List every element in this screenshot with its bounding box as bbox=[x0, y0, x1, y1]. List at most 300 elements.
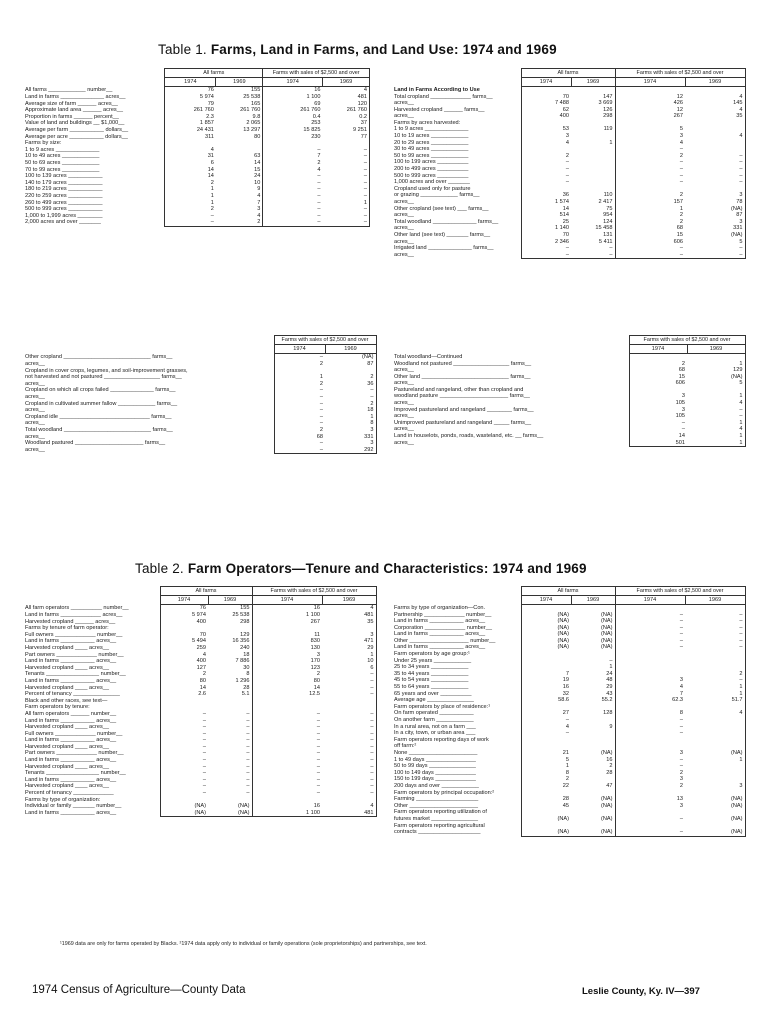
row-label: Land in farms ___________ acres__ bbox=[25, 658, 117, 665]
cell-value: – bbox=[615, 816, 685, 823]
cell-value: 6 bbox=[322, 665, 376, 672]
cell-value: 3 bbox=[615, 776, 685, 783]
cell-value: 1 100 bbox=[263, 94, 323, 101]
cell-value: 481 bbox=[323, 94, 370, 101]
cell-value: – bbox=[160, 750, 208, 757]
t2r-year-1969: 1969 bbox=[571, 596, 615, 605]
row-label: acres__ bbox=[394, 413, 414, 420]
table-row bbox=[393, 664, 745, 671]
cell-value: (NA) bbox=[601, 624, 613, 631]
row-label: Tenants _________________ number__ bbox=[25, 671, 126, 678]
table-row bbox=[24, 790, 376, 797]
table-row bbox=[393, 94, 745, 101]
cell-value: – bbox=[274, 354, 325, 361]
cell-value: 4 bbox=[687, 426, 745, 433]
row-label: All farm operators __________ number__ bbox=[25, 604, 129, 611]
cell-value: – bbox=[252, 744, 322, 751]
table-row bbox=[24, 387, 376, 394]
cell-value: (NA) bbox=[521, 829, 571, 836]
row-label: Approximate land area ______ acres__ bbox=[25, 107, 123, 114]
table-row bbox=[393, 192, 745, 199]
row-label: acres__ bbox=[394, 380, 414, 387]
cell-value: 55.2 bbox=[601, 697, 613, 704]
row-label: Full owners _____________ number__ bbox=[25, 631, 123, 638]
table2-title bbox=[135, 561, 587, 576]
table1-lower-right-section bbox=[393, 335, 746, 447]
table-row bbox=[393, 658, 745, 665]
cell-value: 2 bbox=[685, 671, 745, 678]
cell-value: 53 bbox=[521, 126, 571, 133]
cell-value: – bbox=[322, 757, 376, 764]
row-label: 50 to 99 days _______________ bbox=[394, 763, 476, 770]
cell-value: 4 bbox=[521, 724, 571, 731]
table-row bbox=[393, 750, 745, 757]
cell-value: – bbox=[263, 180, 323, 187]
cell-value: 2 bbox=[165, 206, 216, 213]
row-label: Harvested cropland ____ acres__ bbox=[25, 743, 109, 750]
row-label: Farm operators by tenure: bbox=[25, 704, 90, 711]
table-row bbox=[393, 763, 745, 770]
row-label: Harvested cropland ____ acres__ bbox=[25, 644, 109, 651]
cell-value: 400 bbox=[521, 113, 571, 120]
row-label: 30 to 49 acres ____________ bbox=[394, 146, 469, 153]
table-row bbox=[393, 252, 745, 259]
cell-value bbox=[571, 651, 615, 658]
table-row bbox=[393, 638, 745, 645]
table-row bbox=[393, 790, 745, 797]
cell-value: 253 bbox=[263, 120, 323, 127]
cell-value: – bbox=[252, 731, 322, 738]
table-row bbox=[24, 173, 370, 180]
cell-value: 1 bbox=[687, 420, 745, 427]
row-label: Other land ____________________________ farms__ bbox=[394, 373, 531, 380]
row-label: 1 to 9 acres ______________ bbox=[25, 146, 100, 153]
cell-value: – bbox=[252, 790, 322, 797]
cell-value: 16 356 bbox=[232, 638, 250, 645]
cell-value bbox=[160, 704, 208, 711]
cell-value: 2 bbox=[521, 776, 571, 783]
row-label: Farms by type of organization: bbox=[25, 796, 101, 803]
cell-value: 3 bbox=[521, 133, 571, 140]
t2l-year-1969: 1969 bbox=[208, 596, 252, 605]
cell-value: – bbox=[325, 387, 376, 394]
cell-value: (NA) bbox=[521, 644, 571, 651]
table-row bbox=[393, 803, 745, 810]
cell-value: 830 bbox=[252, 638, 322, 645]
cell-value bbox=[521, 809, 571, 816]
cell-value: – bbox=[246, 717, 250, 724]
cell-value: – bbox=[160, 764, 208, 771]
row-label: 200 to 499 acres __________ bbox=[394, 166, 469, 173]
table-row bbox=[24, 718, 376, 725]
row-label: Black and other races, see text— bbox=[25, 697, 108, 704]
row-label: Corporation _____________ number__ bbox=[394, 624, 492, 631]
cell-value bbox=[685, 730, 745, 737]
cell-value: 2 bbox=[609, 763, 613, 770]
cell-value: 481 bbox=[322, 810, 376, 817]
cell-value: 3 bbox=[325, 440, 376, 447]
row-label: 500 to 999 acres ___________ bbox=[25, 206, 103, 213]
row-label: Land in farms ___________ acres__ bbox=[25, 776, 117, 783]
cell-value: 7 886 bbox=[235, 658, 250, 665]
cell-value bbox=[615, 671, 685, 678]
cell-value bbox=[685, 186, 745, 193]
cell-value: – bbox=[160, 744, 208, 751]
row-label: 100 to 149 days _____________ bbox=[394, 769, 476, 776]
table1-title bbox=[158, 42, 557, 57]
row-label: contracts ____________________ bbox=[394, 829, 481, 836]
table-row bbox=[393, 420, 745, 427]
cell-value: (NA) bbox=[601, 815, 613, 822]
cell-value bbox=[615, 809, 685, 816]
cell-value: 261 760 bbox=[165, 107, 216, 114]
row-label: acres__ bbox=[394, 212, 414, 219]
cell-value bbox=[685, 717, 745, 724]
row-label: 10 to 19 acres ____________ bbox=[394, 133, 469, 140]
cell-value: 3 bbox=[615, 133, 685, 140]
cell-value: – bbox=[246, 770, 250, 777]
cell-value: – bbox=[323, 186, 370, 193]
table-row bbox=[393, 113, 745, 120]
row-label: futures market _______________ bbox=[394, 815, 478, 822]
cell-value bbox=[322, 698, 376, 705]
table-row bbox=[393, 100, 745, 107]
t2l-year-1974-sales: 1974 bbox=[252, 596, 322, 605]
row-label: Other ______________________ bbox=[394, 802, 478, 809]
cell-value: 15 458 bbox=[595, 225, 613, 232]
cell-value: 1 bbox=[615, 206, 685, 213]
cell-value: 12 bbox=[615, 94, 685, 101]
cell-value: 58.6 bbox=[521, 697, 571, 704]
cell-value bbox=[521, 658, 571, 665]
table-row bbox=[393, 146, 745, 153]
row-label: Improved pastureland and rangeland ________ farms__ bbox=[394, 406, 534, 413]
table-row bbox=[393, 433, 745, 440]
cell-value: 48 bbox=[606, 677, 613, 684]
table-row bbox=[24, 147, 370, 154]
table-row bbox=[393, 631, 745, 638]
row-label: Cropland in cultivated summer fallow ____________ farms__ bbox=[25, 400, 178, 407]
row-label: Average per farm ___________ dollars__ bbox=[25, 126, 129, 133]
cell-value: 7 bbox=[615, 691, 685, 698]
cell-value: 2 bbox=[615, 212, 685, 219]
cell-value: 15 bbox=[615, 232, 685, 239]
cell-value: 2 bbox=[615, 219, 685, 226]
cell-value: 606 bbox=[629, 380, 687, 387]
cell-value: (NA) bbox=[521, 612, 571, 619]
cell-value: 28 bbox=[243, 684, 250, 691]
cell-value: – bbox=[615, 717, 685, 724]
cell-value: – bbox=[685, 159, 745, 166]
row-label: Farm operators reporting utilization of bbox=[394, 809, 487, 816]
cell-value bbox=[252, 625, 322, 632]
cell-value: – bbox=[322, 671, 376, 678]
cell-value: 2 bbox=[615, 153, 685, 160]
cell-value: 4 bbox=[687, 400, 745, 407]
cell-value bbox=[216, 147, 263, 154]
cell-value bbox=[615, 658, 685, 665]
table-row bbox=[393, 776, 745, 783]
cell-value: 165 bbox=[250, 100, 261, 107]
cell-value: 24 bbox=[254, 173, 261, 180]
cell-value: – bbox=[685, 618, 745, 625]
row-label: Tenants _________________ number__ bbox=[25, 770, 126, 777]
cell-value: – bbox=[274, 447, 325, 454]
table-row bbox=[393, 757, 745, 764]
t1lr-head-sales: Farms with sales of $2,500 and over bbox=[629, 336, 745, 345]
cell-value: 2 bbox=[325, 374, 376, 381]
cell-value: – bbox=[322, 770, 376, 777]
table-bottom-rule bbox=[393, 447, 745, 448]
table-row bbox=[24, 638, 376, 645]
t2r-head-all: All farms bbox=[521, 587, 615, 596]
cell-value: 16 bbox=[606, 756, 613, 763]
row-label: In a city, town, or urban area ___ bbox=[394, 730, 476, 737]
table-row bbox=[24, 685, 376, 692]
row-label: Total cropland _____________ farms__ bbox=[394, 93, 493, 100]
cell-value: 15 bbox=[629, 374, 687, 381]
cell-value: – bbox=[322, 790, 376, 797]
row-label: Land in farms ___________ acres__ bbox=[394, 631, 486, 638]
cell-value: 70 bbox=[160, 632, 208, 639]
cell-value: 1 bbox=[609, 139, 613, 146]
cell-value: – bbox=[629, 420, 687, 427]
cell-value: 3 bbox=[685, 192, 745, 199]
cell-value bbox=[685, 809, 745, 816]
table-row bbox=[24, 797, 376, 804]
cell-value: 426 bbox=[615, 100, 685, 107]
cell-value: 5 494 bbox=[160, 638, 208, 645]
table-row bbox=[24, 160, 370, 167]
cell-value: 514 bbox=[521, 212, 571, 219]
cell-value: 80 bbox=[254, 133, 261, 140]
cell-value: – bbox=[685, 631, 745, 638]
table1-title-text: Farms, Land in Farms, and Land Use: bbox=[210, 42, 459, 57]
t1l-year-1974: 1974 bbox=[165, 78, 216, 87]
table-row bbox=[393, 625, 745, 632]
cell-value: – bbox=[629, 426, 687, 433]
cell-value bbox=[685, 126, 745, 133]
cell-value: 3 bbox=[325, 427, 376, 434]
cell-value: (NA) bbox=[521, 638, 571, 645]
cell-value: – bbox=[615, 644, 685, 651]
cell-value: – bbox=[160, 783, 208, 790]
cell-value: 8 bbox=[325, 420, 376, 427]
row-label: On another farm ____________ bbox=[394, 717, 474, 723]
cell-value bbox=[615, 664, 685, 671]
row-label: In a rural area, not on a farm ___ bbox=[394, 723, 476, 730]
cell-value: – bbox=[160, 711, 208, 718]
t1r-year-1974-sales: 1974 bbox=[615, 78, 685, 87]
row-label: Farms by tenure of farm operator: bbox=[25, 625, 109, 632]
cell-value: 43 bbox=[606, 690, 613, 697]
table-row bbox=[24, 625, 376, 632]
row-label: acres__ bbox=[25, 393, 45, 400]
cell-value bbox=[685, 87, 745, 94]
cell-value: – bbox=[685, 644, 745, 651]
cell-value: 1 bbox=[609, 664, 613, 671]
table-row bbox=[24, 381, 376, 388]
table-row bbox=[24, 107, 370, 114]
table-row bbox=[24, 368, 376, 375]
cell-value: – bbox=[252, 764, 322, 771]
table-row bbox=[393, 245, 745, 252]
row-label: acres__ bbox=[25, 407, 45, 414]
cell-value: – bbox=[685, 166, 745, 173]
cell-value: – bbox=[685, 179, 745, 186]
cell-value: – bbox=[246, 724, 250, 731]
cell-value: – bbox=[687, 413, 745, 420]
row-label: Farm operators by principal occupation:² bbox=[394, 789, 495, 796]
t1l-year-1969-sales: 1969 bbox=[323, 78, 370, 87]
cell-value: – bbox=[246, 783, 250, 790]
cell-value: – bbox=[323, 160, 370, 167]
t2l-head-sales: Farms with sales of $2,500 and over bbox=[252, 587, 376, 596]
cell-value: 1 bbox=[685, 684, 745, 691]
cell-value: 7 488 bbox=[521, 100, 571, 107]
table-row bbox=[393, 671, 745, 678]
table-row bbox=[393, 829, 745, 836]
cell-value: 481 bbox=[322, 612, 376, 619]
table-row bbox=[393, 374, 745, 381]
table2-label: Table 2. bbox=[135, 561, 184, 576]
cell-value: 2.6 bbox=[160, 691, 208, 698]
cell-value: 119 bbox=[603, 126, 613, 133]
cell-value: 7 bbox=[521, 671, 571, 678]
row-label: Cropland idle _____________________________ farms__ bbox=[25, 413, 172, 420]
row-label: 150 to 199 days _____________ bbox=[394, 776, 476, 783]
row-label: Unimproved pastureland and rangeland _____ farms__ bbox=[394, 419, 532, 426]
cell-value: 2 bbox=[160, 671, 208, 678]
row-label: Full owners _____________ number__ bbox=[25, 730, 123, 737]
cell-value: 1 574 bbox=[521, 199, 571, 206]
cell-value: – bbox=[322, 750, 376, 757]
cell-value: – bbox=[252, 737, 322, 744]
cell-value: 14 bbox=[629, 433, 687, 440]
table-row bbox=[24, 374, 376, 381]
table-row bbox=[393, 704, 745, 711]
cell-value: 261 760 bbox=[323, 107, 370, 114]
cell-value: 87 bbox=[685, 212, 745, 219]
t1r-year-1969: 1969 bbox=[571, 78, 615, 87]
cell-value: 8 bbox=[521, 770, 571, 777]
cell-value: (NA) bbox=[601, 829, 613, 836]
row-label: 140 to 179 acres ___________ bbox=[25, 179, 103, 186]
cell-value bbox=[571, 776, 615, 783]
table-row bbox=[24, 394, 376, 401]
cell-value: – bbox=[615, 245, 685, 252]
cell-value bbox=[252, 797, 322, 804]
cell-value: 14 bbox=[254, 159, 261, 166]
row-label: acres__ bbox=[25, 433, 45, 440]
cell-value: – bbox=[252, 724, 322, 731]
row-label: 500 to 999 acres __________ bbox=[394, 172, 469, 179]
cell-value bbox=[615, 790, 685, 797]
cell-value: 4 bbox=[263, 167, 323, 174]
cell-value: 36 bbox=[521, 192, 571, 199]
cell-value: (NA) bbox=[325, 354, 376, 361]
row-label: acres__ bbox=[25, 420, 45, 427]
cell-value: – bbox=[521, 166, 571, 173]
table-row bbox=[24, 764, 376, 771]
cell-value: – bbox=[615, 625, 685, 632]
cell-value bbox=[571, 717, 615, 724]
cell-value bbox=[325, 368, 376, 375]
cell-value bbox=[615, 186, 685, 193]
table-row bbox=[393, 809, 745, 816]
cell-value: 501 bbox=[629, 440, 687, 447]
cell-value: – bbox=[160, 718, 208, 725]
cell-value: 3 bbox=[322, 632, 376, 639]
cell-value: – bbox=[160, 777, 208, 784]
cell-value: 5 bbox=[615, 126, 685, 133]
cell-value: – bbox=[521, 717, 571, 724]
t2r-head-sales: Farms with sales of $2,500 and over bbox=[615, 587, 745, 596]
cell-value: – bbox=[246, 763, 250, 770]
row-label: Land in farms ___________ acres__ bbox=[25, 717, 117, 724]
cell-value: 2 bbox=[263, 160, 323, 167]
table-row bbox=[393, 697, 745, 704]
cell-value: – bbox=[322, 783, 376, 790]
cell-value: – bbox=[252, 711, 322, 718]
cell-value: 606 bbox=[615, 239, 685, 246]
table-bottom-rule bbox=[393, 259, 745, 260]
t1l-year-1969: 1969 bbox=[216, 78, 263, 87]
cell-value: 131 bbox=[603, 231, 613, 238]
row-label: 220 to 259 acres ___________ bbox=[25, 192, 103, 199]
table-row bbox=[393, 361, 745, 368]
cell-value: 128 bbox=[603, 710, 613, 717]
cell-value: 24 bbox=[606, 670, 613, 677]
row-label: Proportion in farms ______ percent__ bbox=[25, 113, 119, 120]
table-row bbox=[393, 87, 745, 94]
cell-value: 471 bbox=[322, 638, 376, 645]
row-label: off farm:² bbox=[394, 743, 417, 750]
row-label: Cropland on which all crops failed ______________ farms__ bbox=[25, 387, 176, 394]
cell-value bbox=[323, 140, 370, 147]
cell-value: – bbox=[263, 206, 323, 213]
row-label: 2,000 acres and over _______ bbox=[25, 219, 101, 226]
cell-value bbox=[274, 368, 325, 375]
cell-value bbox=[521, 790, 571, 797]
cell-value: – bbox=[323, 173, 370, 180]
cell-value: – bbox=[322, 711, 376, 718]
cell-value bbox=[208, 797, 252, 804]
table-row bbox=[24, 94, 370, 101]
table-row bbox=[24, 361, 376, 368]
table-row bbox=[393, 173, 745, 180]
cell-value bbox=[571, 790, 615, 797]
row-label: None ______________________ bbox=[394, 749, 478, 756]
cell-value: 4 bbox=[165, 147, 216, 154]
table-row bbox=[393, 823, 745, 830]
table-row bbox=[24, 770, 376, 777]
cell-value: 1 857 bbox=[165, 120, 216, 127]
cell-value: (NA) bbox=[601, 644, 613, 651]
cell-value: 3 669 bbox=[598, 100, 613, 107]
cell-value: 298 bbox=[240, 618, 250, 625]
cell-value: 400 bbox=[160, 658, 208, 665]
cell-value bbox=[322, 625, 376, 632]
table-row bbox=[24, 440, 376, 447]
cell-value: 4 bbox=[322, 803, 376, 810]
cell-value bbox=[685, 823, 745, 830]
row-label: Under 25 years ____________ bbox=[394, 657, 472, 664]
row-label: 55 to 64 years ____________ bbox=[394, 684, 469, 691]
footer-page-ref: Leslie County, Ky. IV—397 bbox=[582, 986, 700, 997]
cell-value: – bbox=[521, 252, 571, 259]
row-label: Farms by acres harvested: bbox=[394, 119, 461, 126]
